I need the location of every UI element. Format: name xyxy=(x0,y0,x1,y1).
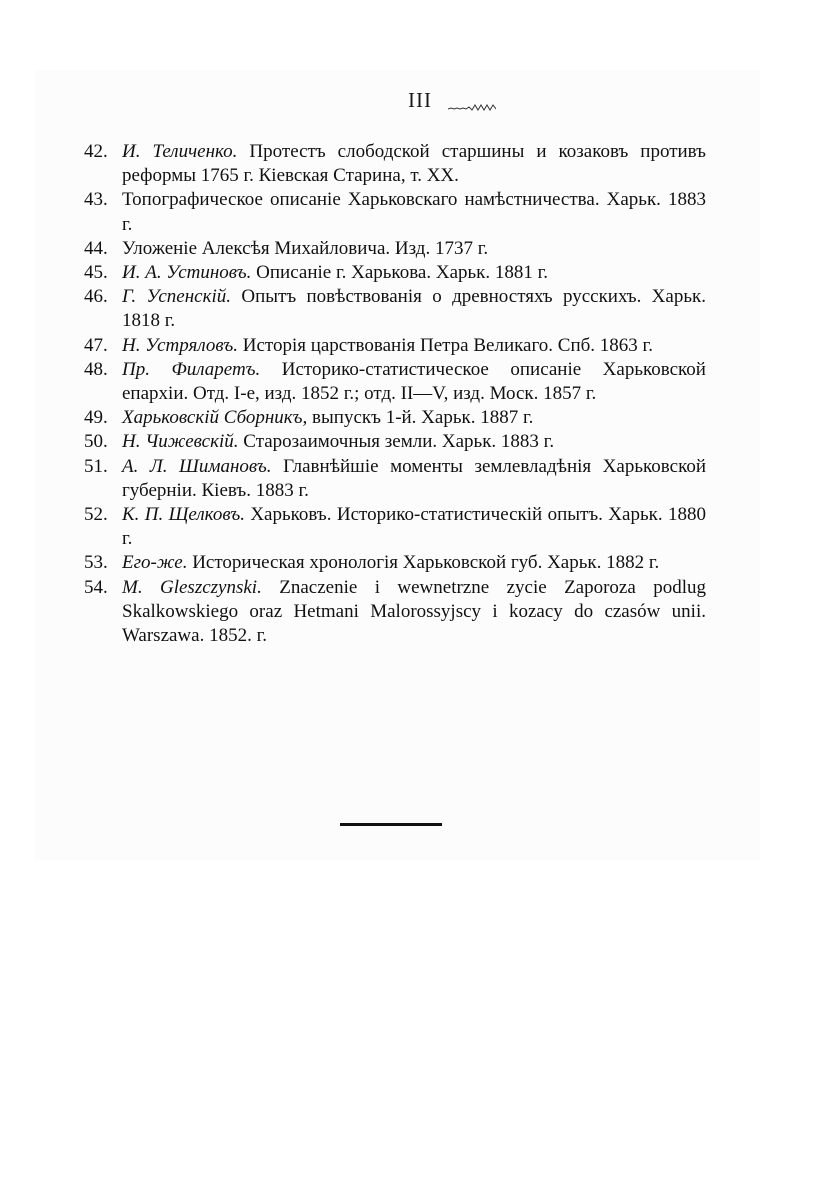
entry-author: Г. Успенскій. xyxy=(122,286,232,308)
entry-number: 47. xyxy=(84,334,108,356)
bibliography-entry-45 xyxy=(86,261,706,285)
entry-author: Пр. Филаретъ. xyxy=(122,358,261,380)
bibliography-entry-53 xyxy=(86,551,706,575)
entry-author: А. Л. Шимановъ. xyxy=(122,455,272,477)
entry-text: Харьковъ. Историко-статистическій опытъ. Харьк. 1880 г. xyxy=(122,504,706,550)
entry-text: Протестъ слободской старшины и козаковъ противъ реформы 1765 г. Кіевская Старина, т. XX. xyxy=(122,141,706,187)
bibliography-entry-47 xyxy=(86,334,706,358)
entry-text: Уложеніе Алексѣя Михайловича. Изд. 1737 г. xyxy=(122,237,489,259)
entry-text: Опытъ повѣствованія о древностяхъ русскихъ. Харьк. 1818 г. xyxy=(122,286,706,332)
entry-text: Znaczenie i wewnetrzne zycie Zaporoza podlug Skalkowskiego oraz Hetmani Malorossyjscy i kozacy do czasów unii. Warszawa. 1852. г. xyxy=(122,576,706,647)
entry-number: 54. xyxy=(84,576,108,598)
entry-author: К. П. Щелковъ. xyxy=(122,504,245,526)
bibliography-entry-42 xyxy=(86,140,706,188)
entry-author: Н. Устряловъ. xyxy=(122,334,238,356)
entry-number: 44. xyxy=(84,237,108,259)
entry-text: Топографическое описаніе Харьковскаго намѣстничества. Харьк. 1883 г. xyxy=(122,189,706,235)
bibliography-entry-46 xyxy=(86,285,706,333)
bibliography-entry-51 xyxy=(86,455,706,503)
bibliography-entry-49 xyxy=(86,406,706,430)
bibliography-entry-54 xyxy=(86,576,706,649)
entry-number: 43. xyxy=(84,189,108,211)
entry-author: Харьковскій Сборникъ, xyxy=(122,407,308,429)
entry-number: 42. xyxy=(84,141,108,162)
entry-text: Главнѣйшіе моменты землевладѣнія Харьковской губерніи. Кіевъ. 1883 г. xyxy=(122,455,706,501)
entry-text: Историко-статистическое описаніе Харьковской епархіи. Отд. I-е, изд. 1852 г.; отд. II—V, изд. Моск. 1857 г. xyxy=(122,358,706,405)
entry-number: 45. xyxy=(84,262,108,284)
entry-number: 49. xyxy=(84,407,108,429)
entry-number: 51. xyxy=(84,455,108,477)
entry-number: 48. xyxy=(84,358,108,380)
bibliography-entry-44 xyxy=(86,237,706,261)
entry-number: 46. xyxy=(84,286,108,308)
entry-author: Н. Чижевскій. xyxy=(122,431,239,453)
bibliography-list xyxy=(86,140,706,648)
entry-text: Старозаимочныя земли. Харьк. 1883 г. xyxy=(238,431,555,453)
page-number-text: III xyxy=(408,88,432,112)
entry-number: 50. xyxy=(84,431,108,453)
closing-rule-divider xyxy=(340,823,442,826)
entry-author: M. Gleszczynski. xyxy=(122,576,262,598)
entry-author: И. А. Устиновъ. xyxy=(122,262,252,284)
entry-text: выпускъ 1-й. Харьк. 1887 г. xyxy=(307,407,534,429)
entry-author: Его-же. xyxy=(122,552,188,574)
bibliography-entry-43 xyxy=(86,188,706,236)
entry-author: И. Теличенко. xyxy=(122,141,238,162)
entry-text: Исторія царствованія Петра Великаго. Спб. 1863 г. xyxy=(237,334,653,356)
bibliography-entry-48 xyxy=(86,358,706,406)
entry-text: Историческая хронологія Харьковской губ. Харьк. 1882 г. xyxy=(187,552,660,574)
bibliography-entry-50 xyxy=(86,430,706,454)
page-number xyxy=(0,88,840,113)
bibliography-entry-52 xyxy=(86,503,706,551)
ornament-wave-icon xyxy=(448,102,496,112)
entry-number: 53. xyxy=(84,552,108,574)
entry-number: 52. xyxy=(84,504,108,526)
entry-text: Описаніе г. Харькова. Харьк. 1881 г. xyxy=(251,262,549,284)
